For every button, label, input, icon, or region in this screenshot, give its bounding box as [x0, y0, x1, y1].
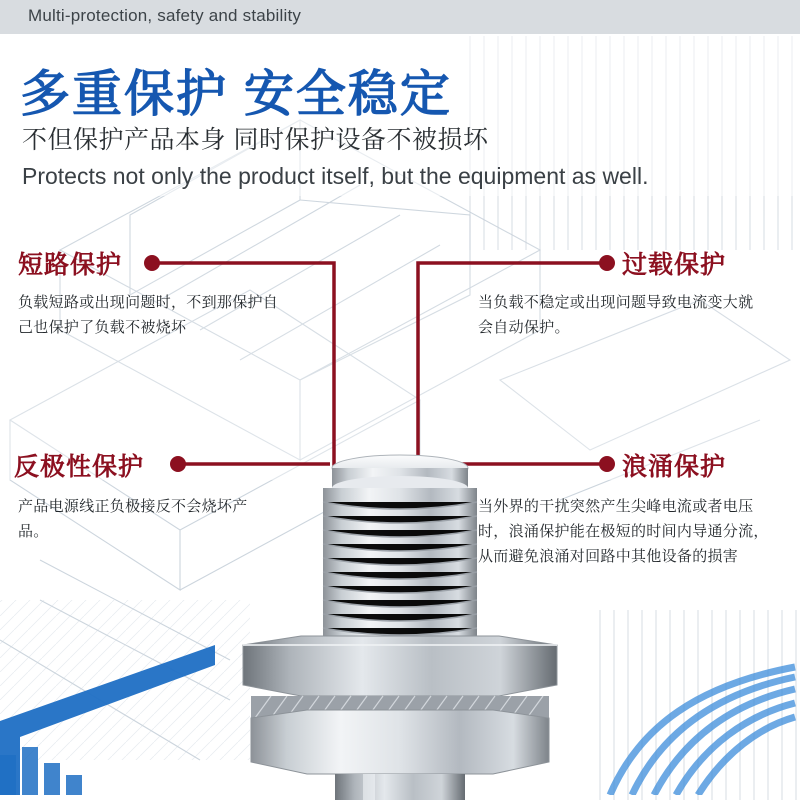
feature-title-overload: 过载保护	[622, 251, 727, 279]
decorative-accent-left	[0, 625, 230, 800]
page-subtitle-en: Protects not only the product itself, but the equipment as well.	[22, 163, 649, 189]
feature-body-surge: 当外界的干扰突然产生尖峰电流或者电压时，浪涌保护能在极短的时间内导通分流，从而避免浪涌对回路中其他设备的损害	[478, 498, 769, 565]
decorative-accent-right	[580, 615, 800, 800]
feature-title-short-circuit: 短路保护	[18, 251, 123, 279]
feature-body-overload: 当负载不稳定或出现问题导致电流变大就会自动保护。	[478, 294, 754, 336]
feature-title-reverse-polarity: 反极性保护	[14, 453, 145, 481]
feature-title-surge: 浪涌保护	[622, 453, 727, 481]
page-subtitle-cn: 不但保护产品本身 同时保护设备不被损坏	[22, 126, 489, 154]
top-banner-text: Multi-protection, safety and stability	[28, 6, 302, 25]
feature-body-reverse-polarity: 产品电源线正负极接反不会烧坏产品。	[18, 498, 248, 540]
page-title: 多重保护 安全稳定	[20, 66, 452, 122]
feature-body-short-circuit: 负载短路或出现问题时，不到那保护自己也保护了负载不被烧坏	[18, 294, 279, 336]
